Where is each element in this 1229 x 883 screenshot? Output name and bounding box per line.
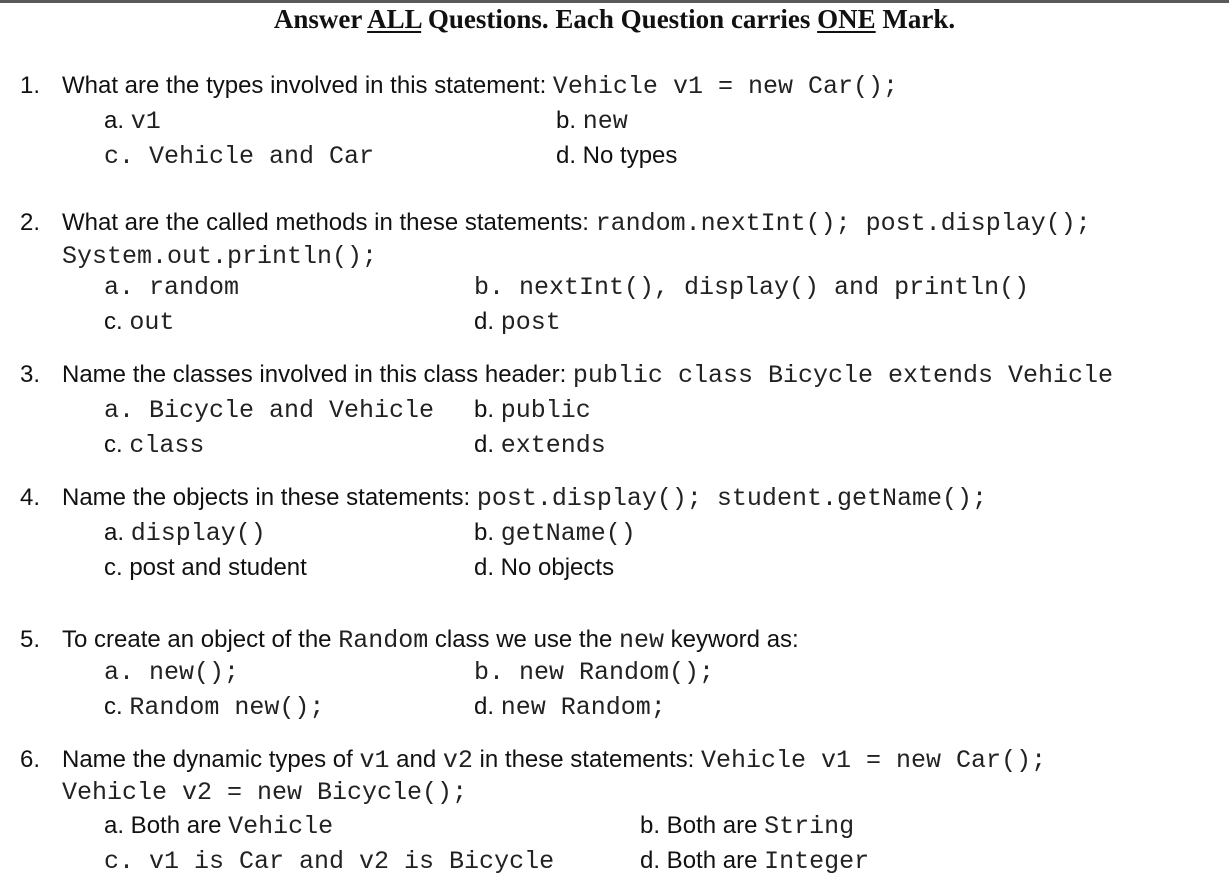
title-part-1: Answer [273,4,368,34]
question-number: 6. [20,746,41,773]
option-d[interactable] [640,847,869,876]
question-prompt: What are the types involved in this statement: [62,72,553,99]
option-code: post [500,308,561,337]
question-text [62,209,1091,238]
option-label: d. [474,431,501,458]
page-title [0,4,1229,35]
question-prompt: class we use the [428,626,619,653]
option-code: new Random; [500,693,666,722]
question-text [62,361,1113,390]
question-prompt: keyword as: [663,626,799,653]
option-label: b. [474,519,501,546]
question-prompt: Name the dynamic types of [62,746,360,773]
option-code: public [500,396,591,425]
option-label: c. [104,431,130,458]
option-d[interactable]: d. No types [556,142,678,169]
question-code: v1 [359,746,390,775]
option-code: display() [130,519,266,548]
title-one: ONE [817,4,876,34]
question-code: new [618,626,664,655]
option-b[interactable] [640,812,854,841]
title-part-2: Questions. Each Question carries [421,4,818,34]
option-b[interactable] [556,107,628,136]
question-prompt: What are the called methods in these statements: [62,209,596,236]
title-part-3: Mark. [875,4,956,34]
option-label: a. [104,107,131,134]
option-code: out [129,308,175,337]
question-text [62,72,898,101]
option-a[interactable]: a. random [104,273,240,302]
option-label: c. [104,693,130,720]
question-code: post.display(); student.getName(); [476,484,987,513]
option-c[interactable] [104,431,204,460]
option-label: d. Both are [640,847,765,874]
question-prompt: and [389,746,443,773]
option-code: class [129,431,205,460]
option-label: a. [104,519,131,546]
option-code: Integer [764,847,870,876]
option-label: a. Both are [104,812,229,839]
option-label: d. [474,693,501,720]
option-a[interactable] [104,519,266,548]
option-label: b. Both are [640,812,765,839]
question-number: 4. [20,484,41,511]
question-text [62,746,1046,775]
option-a[interactable] [104,107,161,136]
question-code-line-2: System.out.println(); [62,242,378,271]
question-number: 5. [20,626,41,653]
option-c[interactable]: c. post and student [104,554,307,581]
option-d[interactable] [474,693,666,722]
option-label: d. [474,308,501,335]
option-b[interactable]: b. new Random(); [474,658,715,687]
option-b[interactable] [474,519,636,548]
option-code: extends [500,431,606,460]
option-c[interactable] [104,308,174,337]
title-all: ALL [367,4,422,34]
option-code: new [582,107,628,136]
option-code: getName() [500,519,636,548]
question-code-line-2: Vehicle v2 = new Bicycle(); [62,778,468,807]
question-code: random.nextInt(); post.display(); [595,209,1091,238]
question-prompt: Name the objects in these statements: [62,484,477,511]
option-label: b. [556,107,583,134]
question-text [62,626,799,655]
option-a[interactable] [104,812,333,841]
option-a[interactable]: a. new(); [104,658,240,687]
option-d[interactable] [474,431,606,460]
option-c[interactable]: c. Vehicle and Car [104,142,375,171]
option-code: Random new(); [129,693,325,722]
option-c[interactable]: c. v1 is Car and v2 is Bicycle [104,847,555,876]
option-b[interactable]: b. nextInt(), display() and println() [474,273,1030,302]
question-number: 3. [20,361,41,388]
question-code: Random [338,626,429,655]
question-text [62,484,987,513]
question-number: 2. [20,209,41,236]
question-code: Vehicle v1 = new Car(); [552,72,898,101]
question-prompt: in these statements: [472,746,702,773]
question-code: Vehicle v1 = new Car(); [701,746,1047,775]
option-d[interactable]: d. No objects [474,554,615,581]
question-prompt: To create an object of the [62,626,339,653]
question-number: 1. [20,72,41,99]
option-label: b. [474,396,501,423]
option-code: String [764,812,855,841]
top-rule [0,0,1229,3]
question-code: v2 [442,746,473,775]
question-code: public class Bicycle extends Vehicle [572,361,1114,390]
option-code: v1 [130,107,161,136]
question-prompt: Name the classes involved in this class header: [62,361,573,388]
option-code: Vehicle [228,812,334,841]
option-a[interactable]: a. Bicycle and Vehicle [104,396,435,425]
option-c[interactable] [104,693,324,722]
option-b[interactable] [474,396,591,425]
option-d[interactable] [474,308,561,337]
option-label: c. [104,308,130,335]
